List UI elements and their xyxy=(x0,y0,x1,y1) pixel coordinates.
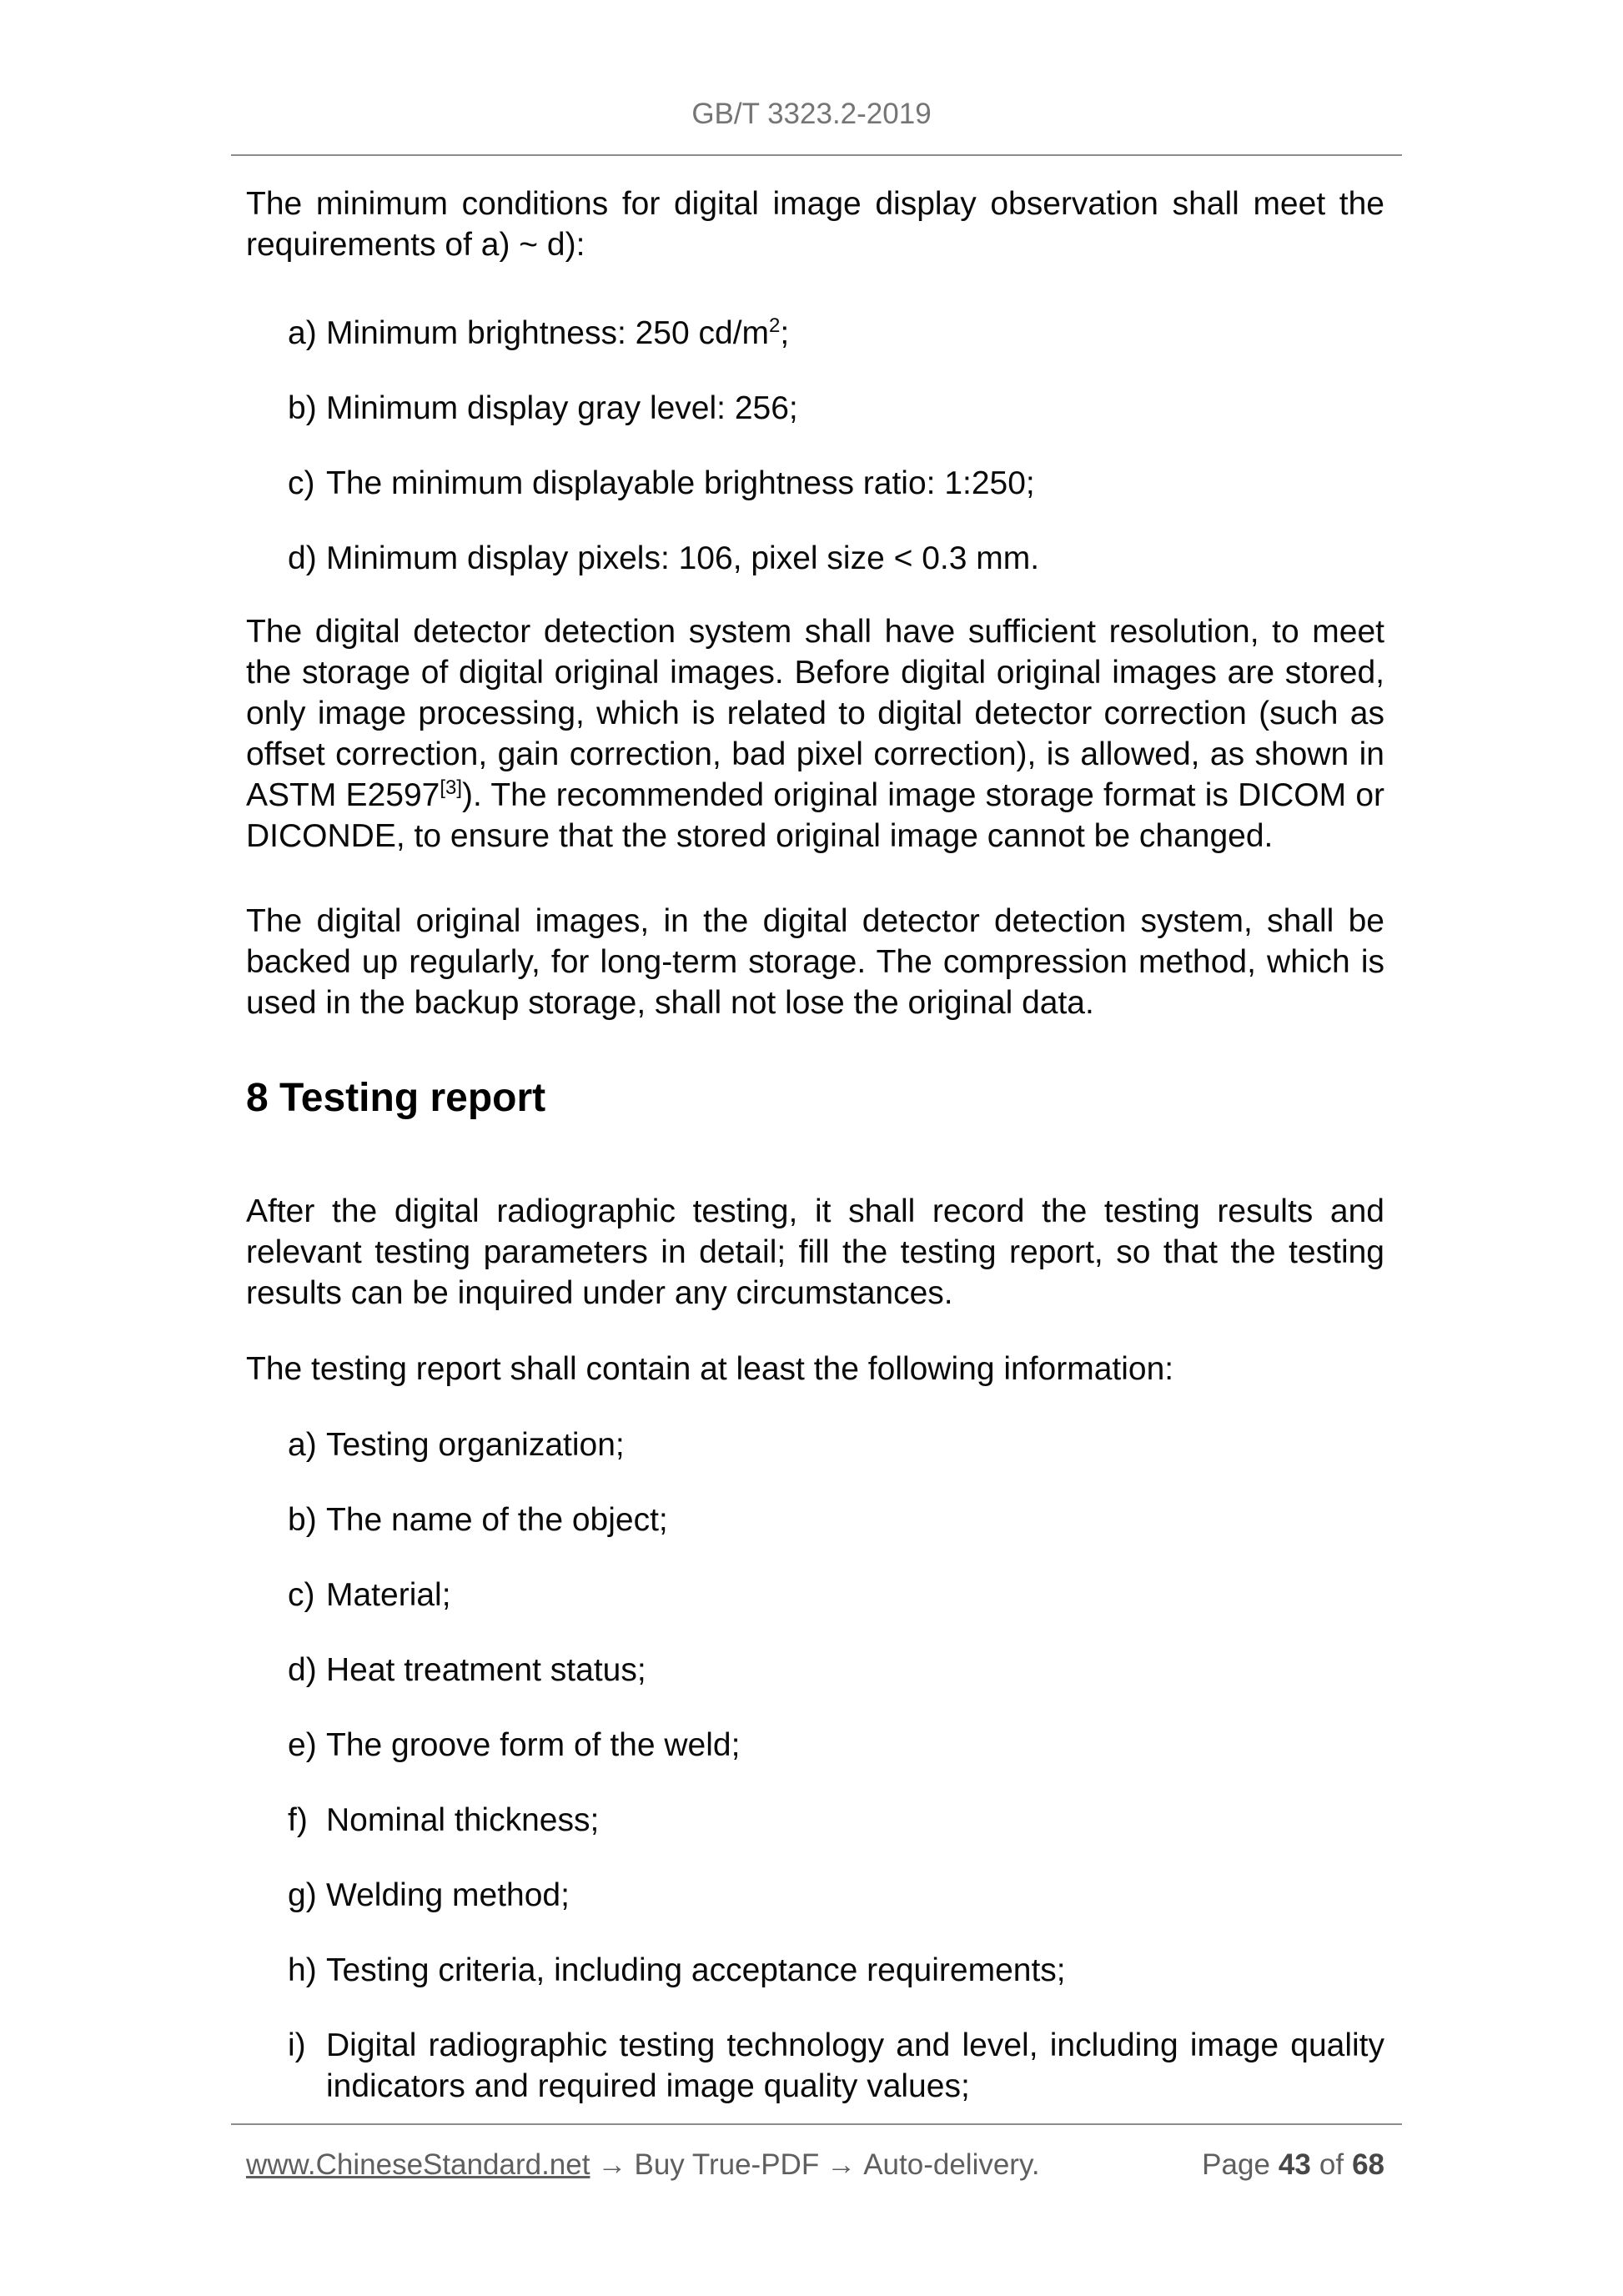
list-marker: b) xyxy=(288,390,317,426)
report-item-f-text: Nominal thickness; xyxy=(326,1802,600,1838)
arrow-icon: → xyxy=(597,2148,627,2181)
paragraph-detector-post: ). The recommended original image storage format is DICOM or DICONDE, to ensure that the stored original image cannot be changed. xyxy=(246,777,1384,854)
list-marker: e) xyxy=(288,1727,317,1763)
condition-a-tail: ; xyxy=(780,315,790,351)
superscript: 2 xyxy=(769,314,781,337)
section-heading-testing-report: 8 Testing report xyxy=(246,1076,546,1120)
of-word: of xyxy=(1319,2148,1344,2181)
paragraph-report-contents-intro: The testing report shall contain at least the following information: xyxy=(246,1351,1174,1387)
report-item-i xyxy=(288,2025,1384,2107)
condition-b-text: Minimum display gray level: 256; xyxy=(326,390,798,426)
footer-buy-text: Buy True-PDF xyxy=(634,2148,820,2181)
footer-delivery-text: Auto-delivery. xyxy=(863,2148,1040,2181)
footer-promo xyxy=(246,2147,1040,2183)
list-marker: f) xyxy=(288,1802,308,1838)
report-item-d-text: Heat treatment status; xyxy=(326,1652,646,1688)
report-item-b-text: The name of the object; xyxy=(326,1502,668,1538)
report-item-c xyxy=(288,1575,1384,1615)
condition-a-text: Minimum brightness: 250 cd/m xyxy=(326,315,770,351)
document-body xyxy=(246,0,1384,2107)
paragraph-display-conditions: The minimum conditions for digital image display observation shall meet the requirements of a) ~ d): xyxy=(246,186,1384,263)
page-word: Page xyxy=(1202,2148,1270,2181)
report-item-a-text: Testing organization; xyxy=(326,1427,625,1463)
report-item-g xyxy=(288,1875,1384,1916)
site-url-link[interactable]: www.ChineseStandard.net xyxy=(246,2148,590,2181)
list-marker: c) xyxy=(288,1577,315,1613)
footer-divider xyxy=(231,2123,1402,2125)
paragraph-detector-pre: The digital detector detection system shall have sufficient resolution, to meet the storage of digital original images. Before digital original images are stored, only image processing, which is related to digital detector correction (such as offset correction, gain correction, bad pixel correction), is allowed, as shown in ASTM E2597 xyxy=(246,614,1384,813)
condition-item-c xyxy=(288,463,1384,504)
condition-item-b xyxy=(288,388,1384,429)
report-item-e-text: The groove form of the weld; xyxy=(326,1727,741,1763)
arrow-icon: → xyxy=(827,2148,857,2181)
paragraph-backup: The digital original images, in the digital detector detection system, shall be backed up regularly, for long-term storage. The compression method, which is used in the backup storage, shall not lose the original data. xyxy=(246,903,1384,1021)
current-page-number: 43 xyxy=(1278,2148,1311,2181)
list-marker: b) xyxy=(288,1502,317,1538)
paragraph-after-testing: After the digital radiographic testing, it shall record the testing results and relevant testing parameters in detail; fill the testing report, so that the testing results can be inquired under any circumstances. xyxy=(246,1193,1384,1311)
total-page-number: 68 xyxy=(1352,2148,1384,2181)
list-marker: d) xyxy=(288,1652,317,1688)
report-item-h-text: Testing criteria, including acceptance requirements; xyxy=(326,1952,1066,1988)
reference-superscript: [3] xyxy=(440,776,463,799)
list-marker: a) xyxy=(288,315,317,351)
report-item-c-text: Material; xyxy=(326,1577,451,1613)
list-marker: d) xyxy=(288,540,317,576)
report-item-i-text: Digital radiographic testing technology and level, including image quality indicators and required image quality values; xyxy=(326,2027,1384,2104)
report-item-b xyxy=(288,1500,1384,1540)
page-footer xyxy=(246,2147,1384,2183)
list-marker: i) xyxy=(288,2027,306,2063)
report-item-f xyxy=(288,1800,1384,1841)
condition-d-text: Minimum display pixels: 106, pixel size < 0.3 mm. xyxy=(326,540,1040,576)
report-item-e xyxy=(288,1725,1384,1766)
report-item-g-text: Welding method; xyxy=(326,1877,570,1913)
condition-c-text: The minimum displayable brightness ratio: 1:250; xyxy=(326,465,1035,501)
report-item-h xyxy=(288,1950,1384,1991)
list-marker: c) xyxy=(288,465,315,501)
condition-item-d xyxy=(288,538,1384,579)
paragraph-detector-system xyxy=(246,611,1384,857)
report-item-a xyxy=(288,1424,1384,1465)
list-marker: a) xyxy=(288,1427,317,1463)
list-marker: g) xyxy=(288,1877,317,1913)
page-indicator xyxy=(1202,2147,1384,2183)
list-marker: h) xyxy=(288,1952,317,1988)
condition-item-a xyxy=(288,313,1384,354)
report-item-d xyxy=(288,1650,1384,1691)
page-header-standard-number: GB/T 3323.2-2019 xyxy=(691,98,932,130)
